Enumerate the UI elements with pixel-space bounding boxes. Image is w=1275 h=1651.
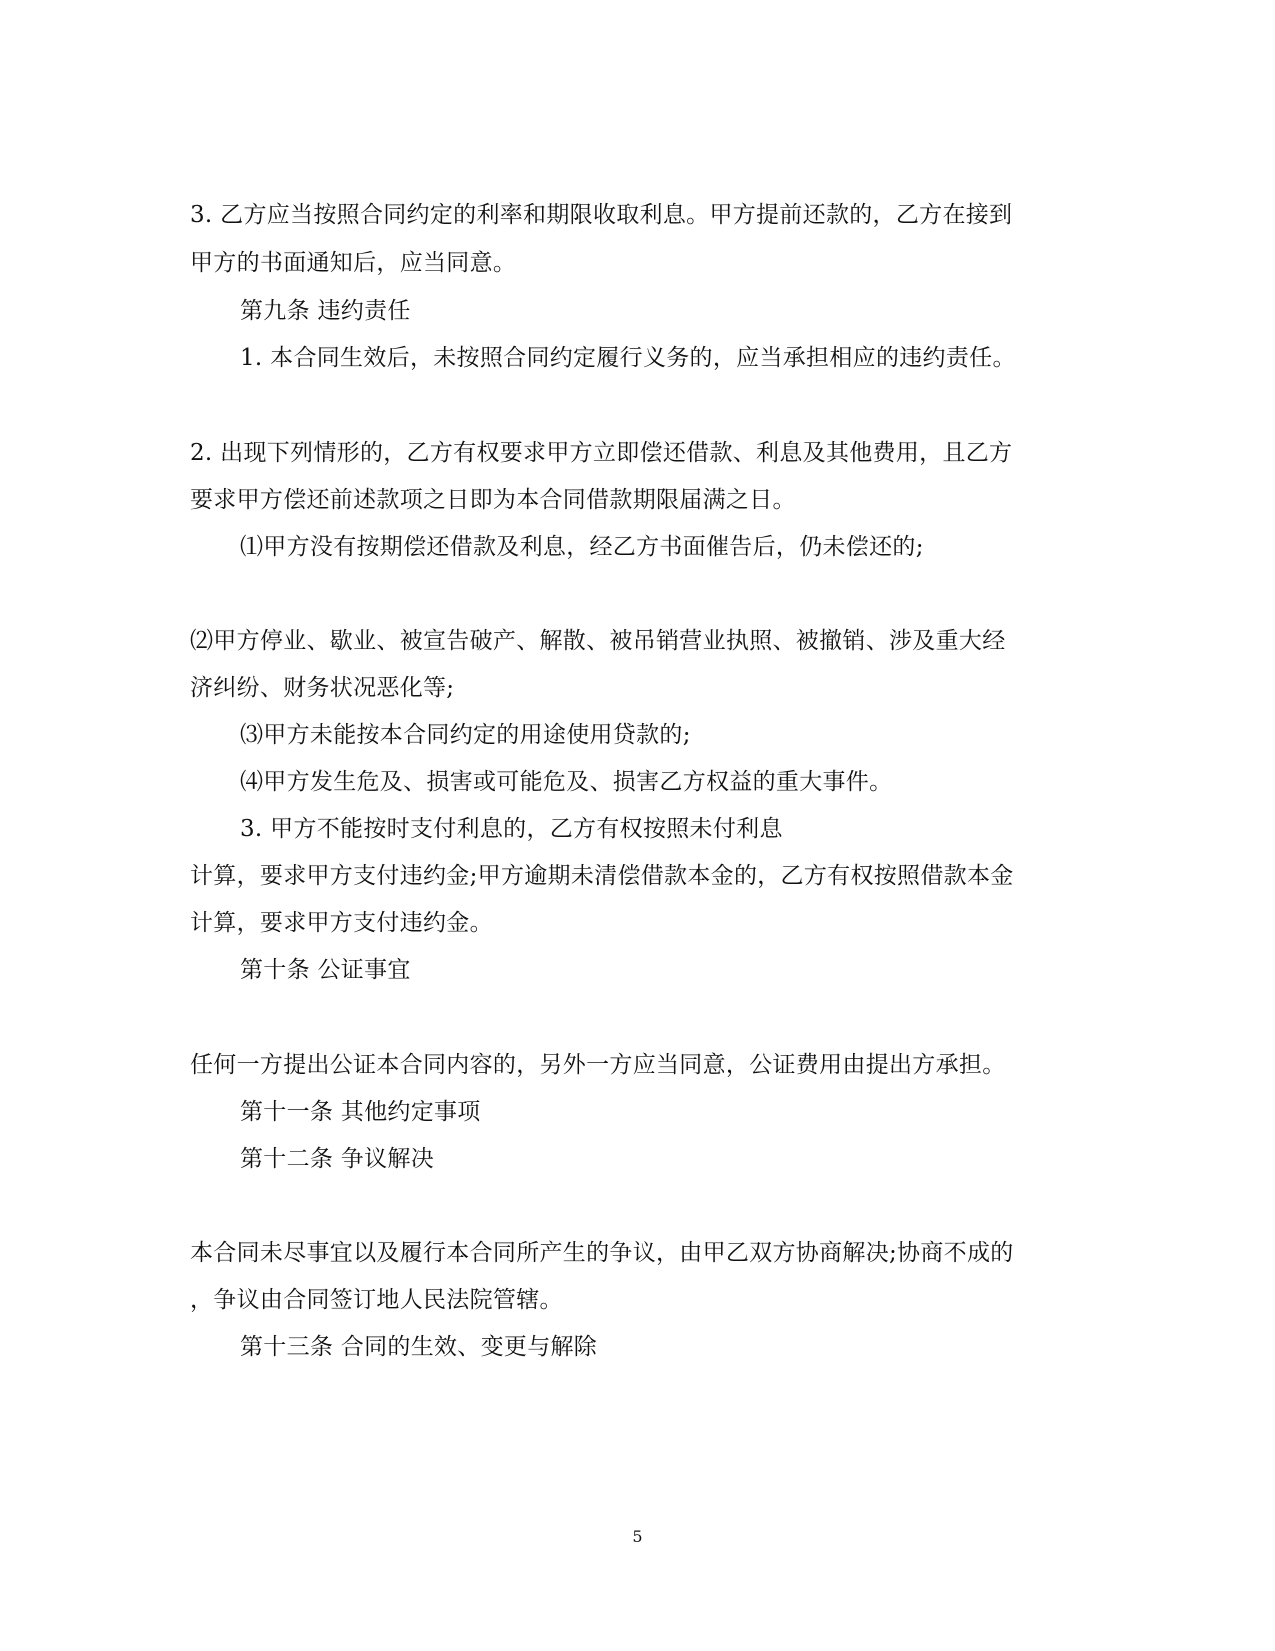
list-item: ⑵甲方停业、歇业、被宣告破产、解散、被吊销营业执照、被撤销、涉及重大经 <box>190 628 1006 654</box>
paragraph-line: 计算，要求甲方支付违约金。 <box>190 910 493 936</box>
list-item: ⑶甲方未能按本合同约定的用途使用贷款的; <box>240 722 691 748</box>
paragraph-line: 济纠纷、财务状况恶化等; <box>190 675 455 701</box>
page-number: 5 <box>632 1527 643 1546</box>
paragraph-line: 3. 乙方应当按照合同约定的利率和期限收取利息。甲方提前还款的，乙方在接到 <box>190 202 1013 228</box>
paragraph-line: ，争议由合同签订地人民法院管辖。 <box>190 1287 563 1313</box>
section-heading: 第十三条 合同的生效、变更与解除 <box>240 1334 598 1360</box>
paragraph-line: 任何一方提出公证本合同内容的，另外一方应当同意，公证费用由提出方承担。 <box>190 1052 1006 1078</box>
list-item: ⑴甲方没有按期偿还借款及利息，经乙方书面催告后，仍未偿还的; <box>240 534 924 560</box>
paragraph-line: 2. 出现下列情形的，乙方有权要求甲方立即偿还借款、利息及其他费用，且乙方 <box>190 440 1013 466</box>
section-heading: 第十二条 争议解决 <box>240 1146 435 1172</box>
paragraph-line: 要求甲方偿还前述款项之日即为本合同借款期限届满之日。 <box>190 487 796 513</box>
paragraph-line: 甲方的书面通知后，应当同意。 <box>190 250 517 276</box>
paragraph-line: 本合同未尽事宜以及履行本合同所产生的争议，由甲乙双方协商解决;协商不成的 <box>190 1240 1014 1266</box>
section-heading: 第十条 公证事宜 <box>240 957 411 983</box>
list-item: ⑷甲方发生危及、损害或可能危及、损害乙方权益的重大事件。 <box>240 769 893 795</box>
section-heading: 第九条 违约责任 <box>240 298 411 324</box>
paragraph-line: 3. 甲方不能按时支付利息的，乙方有权按照未付利息 <box>240 816 783 842</box>
section-heading: 第十一条 其他约定事项 <box>240 1099 481 1125</box>
paragraph-line: 计算，要求甲方支付违约金;甲方逾期未清偿借款本金的，乙方有权按照借款本金 <box>190 863 1014 889</box>
paragraph-line: 1. 本合同生效后，未按照合同约定履行义务的，应当承担相应的违约责任。 <box>240 345 1016 371</box>
